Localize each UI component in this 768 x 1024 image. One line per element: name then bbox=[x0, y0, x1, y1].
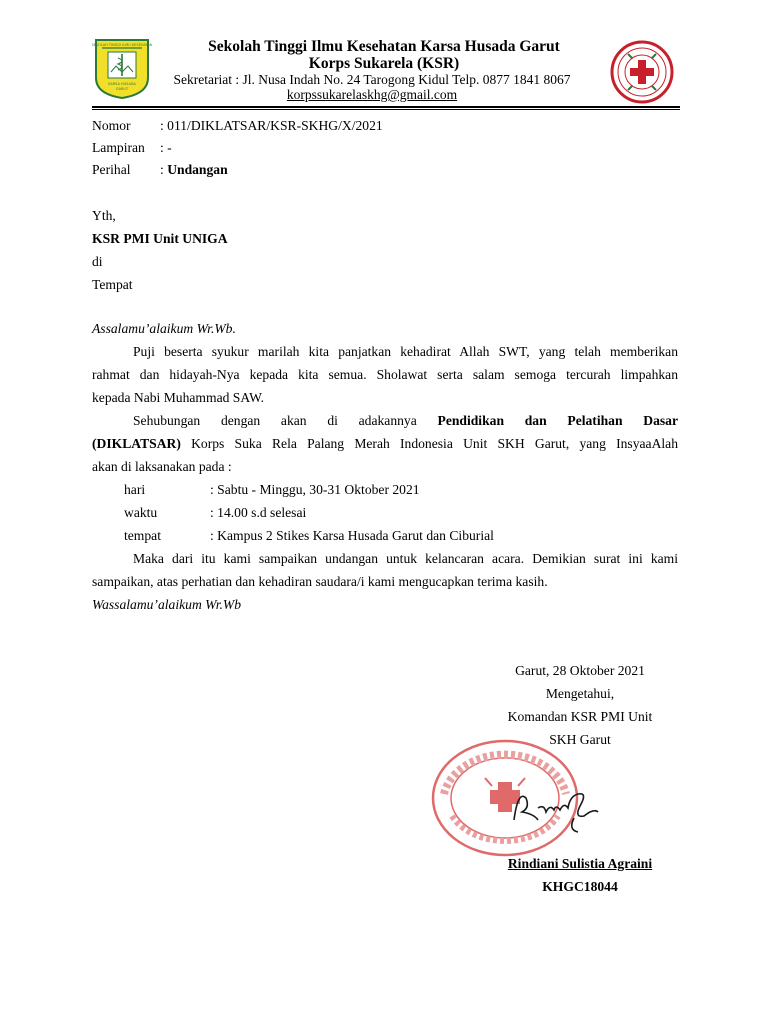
paragraph-2-line-2-text: Korps Suka Rela Palang Merah Indonesia Unit SKH Garut, yang InsyaaAlah bbox=[191, 436, 679, 451]
signer-role-line-1: Komandan KSR PMI Unit bbox=[507, 709, 653, 724]
recipient-yth: Yth, bbox=[92, 208, 116, 223]
signer-name: Rindiani Sulistia Agraini bbox=[507, 856, 653, 871]
closing-greeting: Wassalamu’alaikum Wr.Wb bbox=[92, 597, 242, 612]
recipient-name: KSR PMI Unit UNIGA bbox=[92, 231, 228, 246]
signer-role-line-2: SKH Garut bbox=[549, 732, 611, 747]
svg-text:SEKOLAH TINGGI ILMU KESEHATAN: SEKOLAH TINGGI ILMU KESEHATAN bbox=[92, 43, 152, 47]
paragraph-2-line-2 bbox=[92, 436, 678, 452]
place-date: Garut, 28 Oktober 2021 bbox=[515, 663, 645, 678]
paragraph-1-line-2: rahmat dan hidayah-Nya kepada kita semua. Sholawat serta salam semoga tercurah limpahkan bbox=[92, 367, 678, 382]
paragraph-3-line-2: sampaikan, atas perhatian dan kehadiran saudara/i kami mengucapkan terima kasih. bbox=[92, 574, 548, 589]
svg-text:GARUT: GARUT bbox=[115, 87, 129, 91]
letterhead-email[interactable]: korpssukarelaskhg@gmail.com bbox=[286, 87, 458, 102]
perihal-colon: : bbox=[160, 162, 168, 177]
handwritten-signature bbox=[508, 778, 608, 838]
paragraph-1-line-3: kepada Nabi Muhammad SAW. bbox=[92, 390, 265, 405]
svg-text:KARSA HUSADA: KARSA HUSADA bbox=[108, 82, 136, 86]
paragraph-2-line-1 bbox=[92, 413, 678, 429]
paragraph-3-line-1: Maka dari itu kami sampaikan undangan untuk kelancaran acara. Demikian surat ini kami bbox=[133, 551, 678, 566]
lampiran-value: : - bbox=[160, 140, 172, 155]
perihal-label: Perihal bbox=[92, 162, 131, 177]
paragraph-1-line-1: Puji beserta syukur marilah kita panjatkan kehadirat Allah SWT, yang telah memberikan bbox=[133, 344, 678, 359]
nomor-label: Nomor bbox=[92, 118, 131, 133]
paragraph-2-line-1-text: Sehubungan dengan akan di adakannya bbox=[133, 413, 417, 428]
letterhead-title: Sekolah Tinggi Ilmu Kesehatan Karsa Husada Garut bbox=[208, 38, 560, 55]
lampiran-label: Lampiran bbox=[92, 140, 145, 155]
letterhead-subtitle: Korps Sukarela (KSR) bbox=[308, 55, 460, 72]
mengetahui-label: Mengetahui, bbox=[545, 686, 615, 701]
letterhead-rule-thin bbox=[92, 109, 680, 110]
letterhead-rule bbox=[92, 106, 680, 108]
recipient-place: Tempat bbox=[92, 277, 133, 292]
recipient-di: di bbox=[92, 254, 103, 269]
event-place-value: : Kampus 2 Stikes Karsa Husada Garut dan Ciburial bbox=[210, 528, 494, 543]
event-day-value: : Sabtu - Minggu, 30-31 Oktober 2021 bbox=[210, 482, 420, 497]
greeting: Assalamu’alaikum Wr.Wb. bbox=[92, 321, 236, 336]
perihal-field bbox=[160, 162, 228, 178]
event-time-value: : 14.00 s.d selesai bbox=[210, 505, 307, 520]
perihal-value: Undangan bbox=[167, 162, 228, 177]
ksr-logo bbox=[610, 40, 674, 104]
event-time-label: waktu bbox=[124, 505, 158, 520]
event-day-label: hari bbox=[124, 482, 146, 497]
nomor-value: : 011/DIKLATSAR/KSR-SKHG/X/2021 bbox=[160, 118, 383, 133]
letterhead-address: Sekretariat : Jl. Nusa Indah No. 24 Tarogong Kidul Telp. 0877 1841 8067 bbox=[173, 72, 571, 87]
event-name: Pendidikan dan Pelatihan Dasar bbox=[437, 413, 678, 428]
signer-id: KHGC18044 bbox=[542, 879, 618, 894]
event-abbrev: (DIKLATSAR) bbox=[92, 436, 181, 451]
paragraph-2-line-3: akan di laksanakan pada : bbox=[92, 459, 232, 474]
event-place-label: tempat bbox=[124, 528, 161, 543]
